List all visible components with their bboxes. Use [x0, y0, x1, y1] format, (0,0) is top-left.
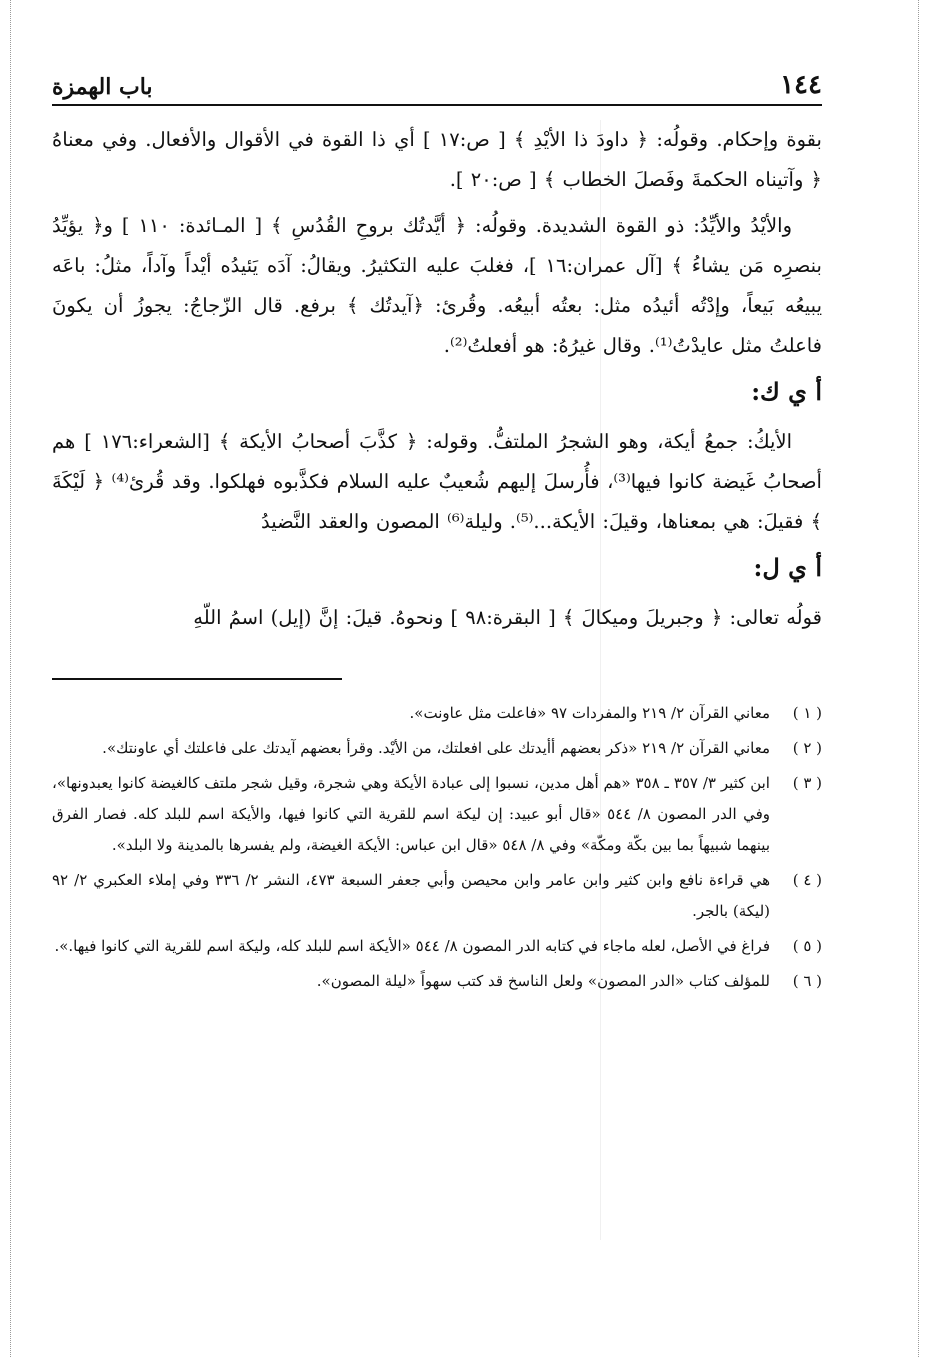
footnote-4: [52, 865, 822, 927]
footnote-text: للمؤلف كتاب «الدر المصون» ولعل الناسخ قد كتب سهواً «ليلة المصون».: [316, 972, 770, 990]
footnote-text: فراغ في الأصل، لعله ماجاء في كتابه الدر المصون ٨/ ٥٤٤ «الأيكة اسم للبلد كله، وليكة اسم للقرية التي كانوا فيها.».: [54, 937, 770, 955]
footnote-5: [52, 931, 822, 962]
page-header: [52, 52, 822, 106]
section-heading-aik: أ ي ك:: [751, 377, 822, 406]
footnote-number: ( ١ ): [792, 704, 822, 722]
footnote-text: هي قراءة نافع وابن كثير وابن عامر وابن محيصن وأبي جعفر السبعة ٤٧٣، النشر ٢/ ٣٣٦ وفي إملاء العكبري ٢/ ٩٢ (ليكة) بالجر.: [52, 871, 770, 920]
footnotes-list: [52, 698, 822, 997]
section-heading-ail: أ ي ل:: [753, 553, 822, 582]
paragraph-ail: قولُه تعالى: ﴿ وجبريلَ وميكالَ ﴾ [ البقرة:٩٨ ] ونحوهُ. قيلَ: إنَّ (إيل) اسمُ اللّهِ: [193, 606, 822, 629]
footnote-1: [52, 698, 822, 729]
paragraph-aik: الأيكُ: جمعُ أيكة، وهو الشجرُ الملتفُّ. وقوله: ﴿ كذَّبَ أصحابُ الأيكة ﴾ [الشعراء:١٧٦ ] هم أصحابُ غَيضة كانوا فيها⁽³⁾، فأُرسلَ إليهم شُعيبٌ عليه السلام فكذَّبوه فهلكوا. وقد قُرئ⁽⁴⁾ ﴿ لَيْكَةَ ﴾ فقيلَ: هي بمعناها، وقيلَ: الأيكة...⁽⁵⁾. وليلة⁽⁶⁾ المصون والعقد النَّضيدُ: [52, 430, 822, 533]
footnote-text: ابن كثير ٣/ ٣٥٧ ـ ٣٥٨ «هم أهل مدين، نسبوا إلى عبادة الأيكة وهي شجرة، وقيل شجر ملتف كالغيضة كانوا يعبدونها»، وفي الدر المصون ٨/ ٥٤٤ «قال أبو عبيد: إن ليكة اسم للقرية التي كانوا فيها، والأيكة اسم للبلد كله. فصار الفرق بينهما شبيهاً بما بين بكّة ومكّة» وفي ٨/ ٥٤٨ «قال ابن عباس: الأيكة الغيضة، ولم يفسرها بالمدينة ولا البلد».: [52, 774, 770, 854]
footnote-text: معاني القرآن ٢/ ٢١٩ والمفردات ٩٧ «فاعلت مثل عاونت».: [409, 704, 770, 722]
footnote-3: [52, 768, 822, 861]
footnote-2: [52, 733, 822, 764]
footnote-number: ( ٢ ): [792, 739, 822, 757]
right-margin-dots: [918, 0, 919, 1357]
left-margin-dots: [10, 0, 11, 1357]
page-number: ١٤٤: [780, 70, 822, 100]
running-title: باب الهمزة: [52, 74, 153, 100]
footnote-number: ( ٤ ): [792, 871, 822, 889]
footnote-number: ( ٣ ): [792, 774, 822, 792]
paragraph-1: بقوة وإحكام. وقولُه: ﴿ داودَ ذا الأيْدِ ﴾ [ ص:١٧ ] أي ذا القوة في الأقوال والأفعال. وفي معناهُ ﴿ وآتيناه الحكمةَ وفَصلَ الخطاب ﴾ [ ص:٢٠ ].: [52, 128, 822, 191]
book-page: [52, 52, 822, 1001]
footnote-separator: [52, 678, 342, 680]
footnote-text: معاني القرآن ٢/ ٢١٩ «ذكر بعضهم أأيدتك على افعلتك، من الأيْد. وقرأ بعضهم آيدتك على فاعلتك أي عاونتك».: [102, 739, 770, 757]
footnote-number: ( ٦ ): [792, 972, 822, 990]
paragraph-2: والأيْدُ والأيِّدُ: ذو القوة الشديدة. وقولُه: ﴿ أيَّدتُك بروحِ القُدُسِ ﴾ [ المـائدة: ١١٠ ] و﴿ يؤيِّدُ بنصرِه مَن يشاءُ ﴾ [آل عمران:١٦ ]، فغلبَ عليه التكثيرُ. ويقالُ: آدَه يَئيدُه أيْداً وآداً، مثلُ: باعَه يبيعُه بَيعاً، وإدْتُه أئيدُه مثل: بعتُه أبيعُه. وقُرئ: ﴿آيدتُك ﴾ برفع. قال الزّجاجُ: يجوزُ أن يكونَ فاعلتُ مثل عايدْتُ⁽¹⁾. وقال غيرُهُ: هو أفعلتُ⁽²⁾.: [52, 214, 822, 357]
footnote-number: ( ٥ ): [792, 937, 822, 955]
footnote-6: [52, 966, 822, 997]
